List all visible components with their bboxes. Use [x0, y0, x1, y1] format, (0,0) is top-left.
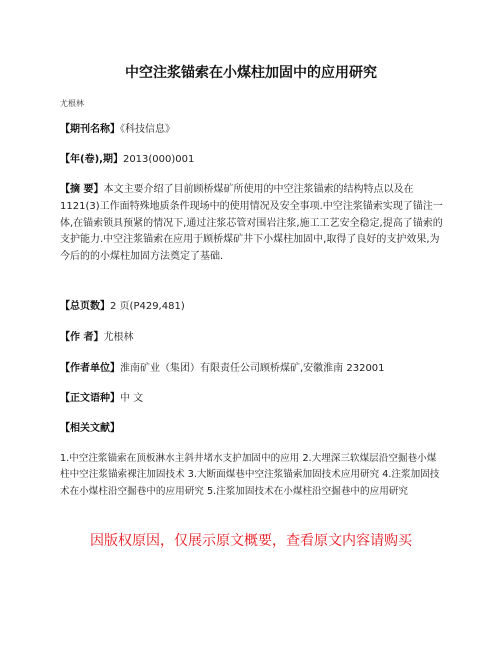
language-field — [60, 391, 444, 408]
author-name: 尤根林 — [60, 99, 84, 108]
affiliation-value: 淮南矿业（集团）有限责任公司顾桥煤矿,安徽淮南 232001 — [120, 363, 385, 374]
abstract-field — [60, 182, 444, 266]
journal-field — [60, 122, 444, 139]
language-value: 中 文 — [120, 393, 144, 404]
related-label: 【相关文献】 — [60, 423, 120, 434]
pages-field — [60, 299, 444, 316]
document-title: 中空注浆锚索在小煤柱加固中的应用研究 — [125, 65, 377, 81]
abstract-label: 【摘 要】 — [60, 184, 104, 195]
related-field — [60, 421, 444, 438]
pages-value: 2 页(P429,481) — [110, 301, 185, 312]
affiliation-label: 【作者单位】 — [60, 363, 120, 374]
pages-label: 【总页数】 — [60, 301, 110, 312]
authors-label: 【作 者】 — [60, 332, 104, 343]
affiliation-field — [60, 361, 444, 378]
abstract-text: 本文主要介绍了目前顾桥煤矿所使用的中空注浆锚索的结构特点以及在1121(3)工作面特殊地质条件现场中的使用情况及安全事项.中空注浆锚索实现了锚注一体,在锚索锁具预紧的情况下,通过注浆芯管对围岩注浆,施工工艺安全稳定,提高了锚索的支护能力.中空注浆锚索在应用于顾桥煤矿井下小煤柱加固中,取得了良好的支护效果,为今后的的小煤柱加固方法奠定了基础. — [60, 184, 443, 263]
journal-label: 【期刊名称】 — [60, 124, 120, 135]
copyright-notice[interactable]: 因版权原因，仅展示原文概要，查看原文内容请购买 — [90, 533, 412, 549]
year-field — [60, 152, 444, 169]
journal-value: 《科技信息》 — [120, 124, 175, 135]
year-value: 2013(000)001 — [122, 154, 195, 165]
authors-value: 尤根林 — [103, 332, 134, 343]
year-label: 【年(卷),期】 — [60, 154, 123, 165]
related-list: 1.中空注浆锚索在顶板淋水主斜井堵水支护加固中的应用 2.大埋深三软煤层沿空掘巷小煤柱中空注浆锚索裸注加固技术 3.大断面煤巷中空注浆锚索加固技术应用研究 4.注浆加固技术在小煤柱沿空掘巷中的应用研究 5.注浆加固技术在小煤柱沿空掘巷中的应用研究 — [60, 453, 440, 497]
authors-field — [60, 330, 444, 347]
language-label: 【正文语种】 — [60, 393, 120, 404]
